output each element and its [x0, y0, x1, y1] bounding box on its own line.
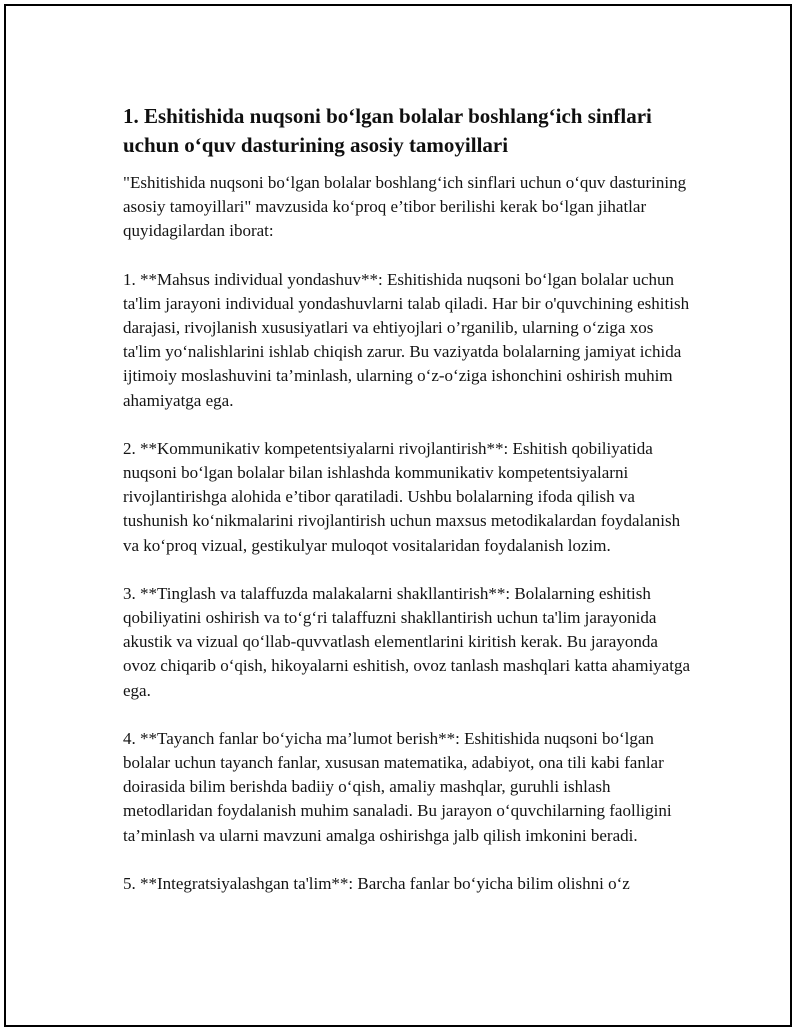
- paragraph-core-subjects: 4. **Tayanch fanlar bo‘yicha ma’lumot berish**: Eshitishida nuqsoni bo‘lgan bolalar uchun tayanch fanlar, xususan matematika, adabiyot, ona tili kabi fanlar doirasida bilim berishda badiiy o‘qish, amaliy mashqlar, guruhli ishlash metodlaridan foydalanish muhim sanaladi. Bu jarayon o‘quvchilarning faolligini ta’minlash va ularni mavzuni amalga oshirishga jalb qilish imkonini beradi.: [123, 728, 672, 845]
- paragraph-listening-pronunciation: 3. **Tinglash va talaffuzda malakalarni shakllantirish**: Bolalarning eshitish qobiliyatini oshirish va to‘g‘ri talaffuzni shakllantirish uchun ta'lim jarayonida akustik va vizual qo‘llab-quvvatlash elementlarini kiritish kerak. Bu jarayonda ovoz chiqarib o‘qish, hikoyalarni eshitish, ovoz tanlash mashqlari katta ahamiyatga ega.: [123, 583, 690, 700]
- paragraph-communicative-competence: 2. **Kommunikativ kompetentsiyalarni rivojlantirish**: Eshitish qobiliyatida nuqsoni bo‘lgan bolalar bilan ishlashda kommunikativ kompetentsiyalarni rivojlantirishga alohida e’tibor qaratiladi. Ushbu bolalarning ifoda qilish va tushunish ko‘nikmalarini rivojlantirish uchun maxsus metodikalardan foydalanish va ko‘proq vizual, gestikulyar muloqot vositalaridan foydalanish lozim.: [123, 438, 681, 555]
- page-frame: [4, 4, 792, 1027]
- paragraph-integrated-education: 5. **Integratsiyalashgan ta'lim**: Barcha fanlar bo‘yicha bilim olishni o‘z: [123, 873, 630, 893]
- paragraph-individual-approach: 1. **Mahsus individual yondashuv**: Eshitishida nuqsoni bo‘lgan bolalar uchun ta'lim jarayoni individual yondashuvlarni talab qiladi. Har bir o'quvchining eshitish darajasi, rivojlanish xususiyatlari va ehtiyojlari o’rganilib, ularning o‘ziga xos ta'lim yo‘nalishlarini ishlab chiqish zarur. Bu vaziyatda bolalarning jamiyat ichida ijtimoiy moslashuvini ta’minlash, ularning o‘z-o‘ziga ishonchini oshirish muhim ahamiyatga ega.: [123, 269, 690, 410]
- section-heading: 1. Eshitishida nuqsoni bo‘lgan bolalar boshlang‘ich sinflari uchun o‘quv dasturining asosiy tamoyillari: [123, 104, 652, 157]
- document-body: [123, 102, 693, 920]
- intro-paragraph: "Eshitishida nuqsoni bo‘lgan bolalar boshlang‘ich sinflari uchun o‘quv dasturining asosiy tamoyillari" mavzusida ko‘proq e’tibor berilishi kerak bo‘lgan jihatlar quyidagilardan iborat:: [123, 173, 687, 241]
